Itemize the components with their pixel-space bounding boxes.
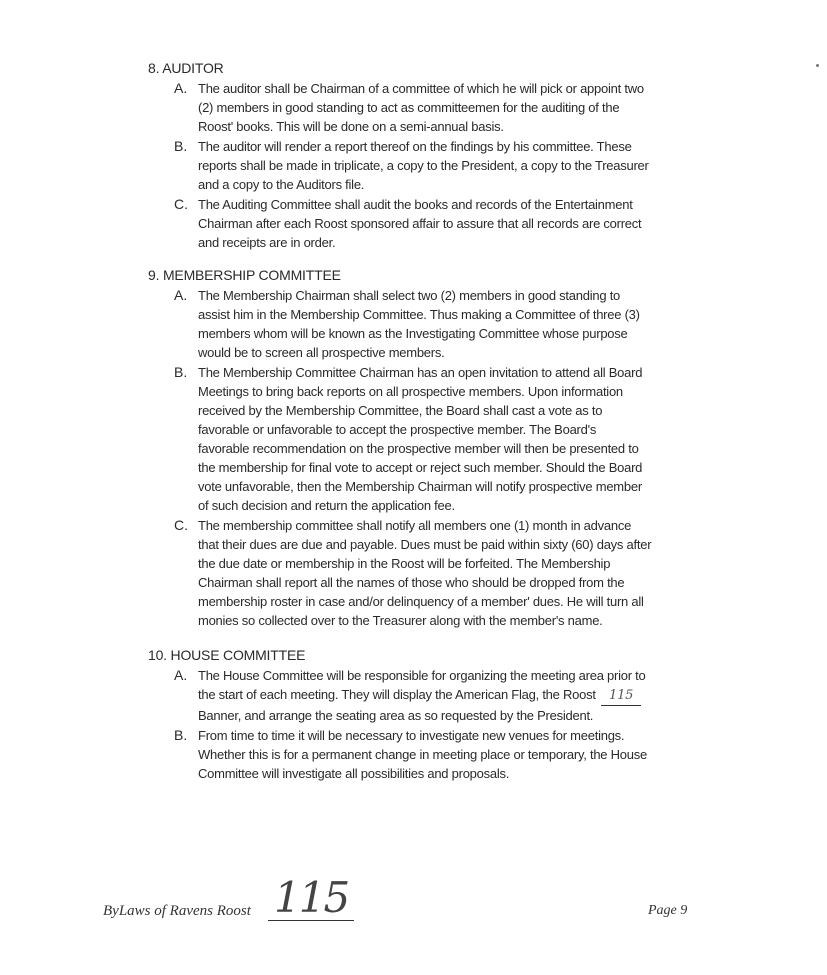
list-item	[148, 666, 708, 725]
text-line: Meetings to bring back reports on all prospective members. Upon information	[198, 384, 623, 399]
list-item	[148, 363, 708, 515]
text-line: the due date or membership in the Roost will be forfeited. The Membership	[198, 556, 611, 571]
text-line: that their dues are due and payable. Dues must be paid within sixty (60) days after	[198, 537, 652, 552]
item-label: B.	[174, 727, 188, 743]
text-line: Whether this is for a permanent change in meeting place or temporary, the House	[198, 747, 647, 762]
item-label: A.	[174, 667, 188, 683]
section-title: 10. HOUSE COMMITTEE	[148, 647, 306, 663]
text-line: vote unfavorable, then the Membership Chairman will notify prospective member	[198, 479, 642, 494]
text-line: The auditor will render a report thereof on the findings by his committee. These	[198, 139, 632, 154]
item-label: B.	[174, 364, 188, 380]
text-line: Roost' books. This will be done on a semi-annual basis.	[198, 119, 504, 134]
handwritten-footer-number: 115	[268, 876, 354, 921]
text-line: of such decision and return the application fee.	[198, 498, 455, 513]
text-line: The Membership Committee Chairman has an open invitation to attend all Board	[198, 365, 643, 380]
text-line: From time to time it will be necessary to investigate new venues for meetings.	[198, 728, 625, 743]
item-label: A.	[174, 287, 188, 303]
section-auditor	[148, 59, 708, 252]
list-item	[148, 137, 708, 194]
text-line: and a copy to the Auditors file.	[198, 177, 365, 192]
text-line	[198, 685, 708, 706]
text-line: the membership for final vote to accept or reject such member. Should the Board	[198, 460, 643, 475]
page-number: Page 9	[648, 903, 688, 918]
text-line: assist him in the Membership Committee. Thus making a Committee of three (3)	[198, 307, 640, 322]
text-line: The House Committee will be responsible for organizing the meeting area prior to	[198, 668, 646, 683]
line-prefix: the start of each meeting. They will display the American Flag, the Roost	[198, 687, 596, 702]
section-title: 9. MEMBERSHIP COMMITTEE	[148, 267, 341, 283]
list-item	[148, 195, 708, 252]
text-line: Banner, and arrange the seating area as so requested by the President.	[198, 708, 594, 723]
text-line: monies so collected over to the Treasurer along with the member's name.	[198, 613, 603, 628]
text-line: The membership committee shall notify all members one (1) month in advance	[198, 518, 632, 533]
text-line: and receipts are in order.	[198, 235, 336, 250]
handwritten-roost-number: 115	[601, 686, 641, 706]
list-item	[148, 286, 708, 362]
text-line: membership roster in case and/or delinquency of a member' dues. He will turn all	[198, 594, 644, 609]
item-label: C.	[174, 517, 188, 533]
section-title: 8. AUDITOR	[148, 60, 224, 76]
text-line: favorable recommendation on the prospective member will then be presented to	[198, 441, 639, 456]
item-label: B.	[174, 138, 188, 154]
list-item	[148, 79, 708, 136]
text-line: Committee will investigate all possibilities and proposals.	[198, 766, 510, 781]
section-house-committee	[148, 646, 708, 783]
text-line: Chairman shall report all the names of those who should be dropped from the	[198, 575, 625, 590]
item-label: C.	[174, 196, 188, 212]
text-line: The auditor shall be Chairman of a committee of which he will pick or appoint two	[198, 81, 644, 96]
text-line: reports shall be made in triplicate, a copy to the President, a copy to the Treasurer	[198, 158, 649, 173]
text-line: favorable or unfavorable to accept the prospective member. The Board's	[198, 422, 597, 437]
text-line: received by the Membership Committee, the Board shall cast a vote as to	[198, 403, 603, 418]
text-line: The Auditing Committee shall audit the books and records of the Entertainment	[198, 197, 633, 212]
item-label: A.	[174, 80, 188, 96]
text-line: would be to screen all prospective members.	[198, 345, 445, 360]
text-line: Chairman after each Roost sponsored affair to assure that all records are correct	[198, 216, 642, 231]
list-item	[148, 726, 708, 783]
scan-speck	[816, 64, 819, 67]
text-line: The Membership Chairman shall select two (2) members in good standing to	[198, 288, 621, 303]
list-item	[148, 516, 708, 630]
text-line: (2) members in good standing to act as committeemen for the auditing of the	[198, 100, 620, 115]
section-membership-committee	[148, 266, 708, 630]
footer-document-title: ByLaws of Ravens Roost	[103, 903, 251, 919]
text-line: members whom will be known as the Investigating Committee whose purpose	[198, 326, 628, 341]
